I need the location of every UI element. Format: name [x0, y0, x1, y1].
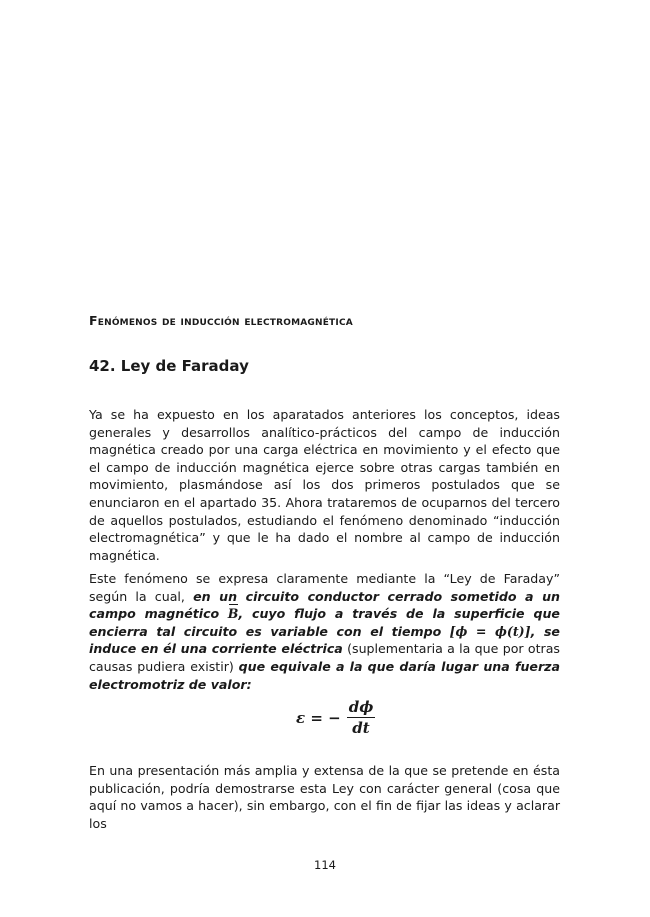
- equation-lhs: ε = −: [296, 708, 341, 727]
- law-intro-text: Este fenómeno se expresa claramente mediante la “Ley de Faraday” según la cual,: [89, 571, 560, 604]
- faraday-equation: [296, 698, 375, 737]
- equation-denominator: dt: [352, 719, 370, 737]
- paragraph-intro: Ya se ha expuesto en los aparatados anteriores los conceptos, ideas generales y desarrollos analítico-prácticos del campo de inducción magnética creado por una carga eléctrica en movimiento y el efecto que el campo de inducción magnética ejerce sobre otras cargas también en movimiento, plasmándose así los dos primeros postulados que se enunciaron en el apartado 35. Ahora trataremos de ocuparnos del tercero de aquellos postulados, estudiando el fenómeno denominado “inducción electromagnética” y que le ha dado el nombre al campo de inducción magnética.: [89, 407, 560, 563]
- equation-numerator: dϕ: [348, 698, 374, 716]
- paragraph-continuation: En una presentación más amplia y extensa de la que se pretende en ésta publicación, podría demostrarse esta Ley con carácter general (cosa que aquí no vamos a hacer), sin embargo, con el fin de fijar las ideas y aclarar los: [89, 763, 560, 831]
- law-statement-part4: que equivale a la que daría lugar una fuerza electromotriz de valor:: [89, 658, 560, 692]
- law-statement-part3: , se induce en él una corriente eléctrica: [89, 623, 560, 657]
- chapter-heading: Fenómenos de inducción electromagnética: [89, 313, 353, 328]
- page-number: 114: [314, 858, 336, 872]
- law-statement-part1: en un circuito conductor cerrado sometido a un campo magnético: [89, 588, 560, 622]
- magnetic-field-vector: B: [227, 606, 239, 622]
- flux-condition: [ϕ = ϕ(t)]: [449, 623, 531, 639]
- law-parenthetical: (suplementaria a la que por otras causas pudiera existir): [89, 641, 560, 674]
- equation-fraction: [347, 698, 376, 737]
- paragraph-faraday-law: [89, 570, 560, 693]
- law-statement-part2: , cuyo flujo a través de la superficie que encierra tal circuito es variable con el tiempo: [89, 606, 560, 639]
- section-heading: 42. Ley de Faraday: [89, 357, 249, 375]
